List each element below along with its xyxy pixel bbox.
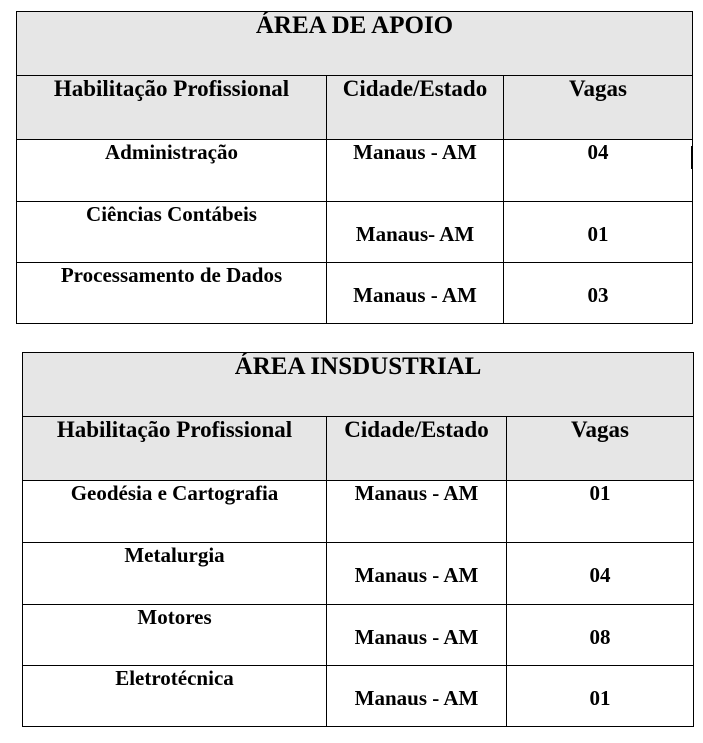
table-area-de-apoio: [16, 11, 693, 324]
column-header-cidade-estado: Cidade/Estado: [327, 76, 504, 140]
column-header-habilitacao: Habilitação Profissional: [17, 76, 327, 140]
cidade-cell: Manaus - AM: [327, 140, 504, 202]
habilitacao-cell: Metalurgia: [23, 543, 327, 605]
table-area-industrial: [22, 352, 694, 727]
table-row: [23, 481, 694, 543]
cidade-cell: Manaus - AM: [327, 605, 507, 666]
vagas-cell: 01: [504, 202, 693, 263]
table-row: [17, 140, 693, 202]
column-header-vagas: Vagas: [504, 76, 693, 140]
border-mark: [691, 146, 693, 169]
habilitacao-cell: Eletrotécnica: [23, 666, 327, 727]
cidade-cell: Manaus - AM: [327, 666, 507, 727]
table-title: ÁREA INSDUSTRIAL: [23, 353, 694, 417]
column-header-vagas: Vagas: [507, 417, 694, 481]
table-row: [17, 202, 693, 263]
table-title: ÁREA DE APOIO: [17, 12, 693, 76]
table-row: [23, 666, 694, 727]
table-row: [23, 543, 694, 605]
cidade-cell: Manaus - AM: [327, 263, 504, 324]
column-header-cidade-estado: Cidade/Estado: [327, 417, 507, 481]
vagas-cell: 01: [507, 666, 694, 727]
cidade-cell: Manaus - AM: [327, 543, 507, 605]
cidade-cell: Manaus- AM: [327, 202, 504, 263]
table-row: [23, 605, 694, 666]
habilitacao-cell: Ciências Contábeis: [17, 202, 327, 263]
habilitacao-cell: Processamento de Dados: [17, 263, 327, 324]
vagas-cell: 03: [504, 263, 693, 324]
vagas-cell: 04: [504, 140, 693, 202]
column-header-habilitacao: Habilitação Profissional: [23, 417, 327, 481]
habilitacao-cell: Administração: [17, 140, 327, 202]
vagas-cell: 01: [507, 481, 694, 543]
cidade-cell: Manaus - AM: [327, 481, 507, 543]
vagas-cell: 04: [507, 543, 694, 605]
vagas-cell: 08: [507, 605, 694, 666]
table-row: [17, 263, 693, 324]
habilitacao-cell: Geodésia e Cartografia: [23, 481, 327, 543]
habilitacao-cell: Motores: [23, 605, 327, 666]
